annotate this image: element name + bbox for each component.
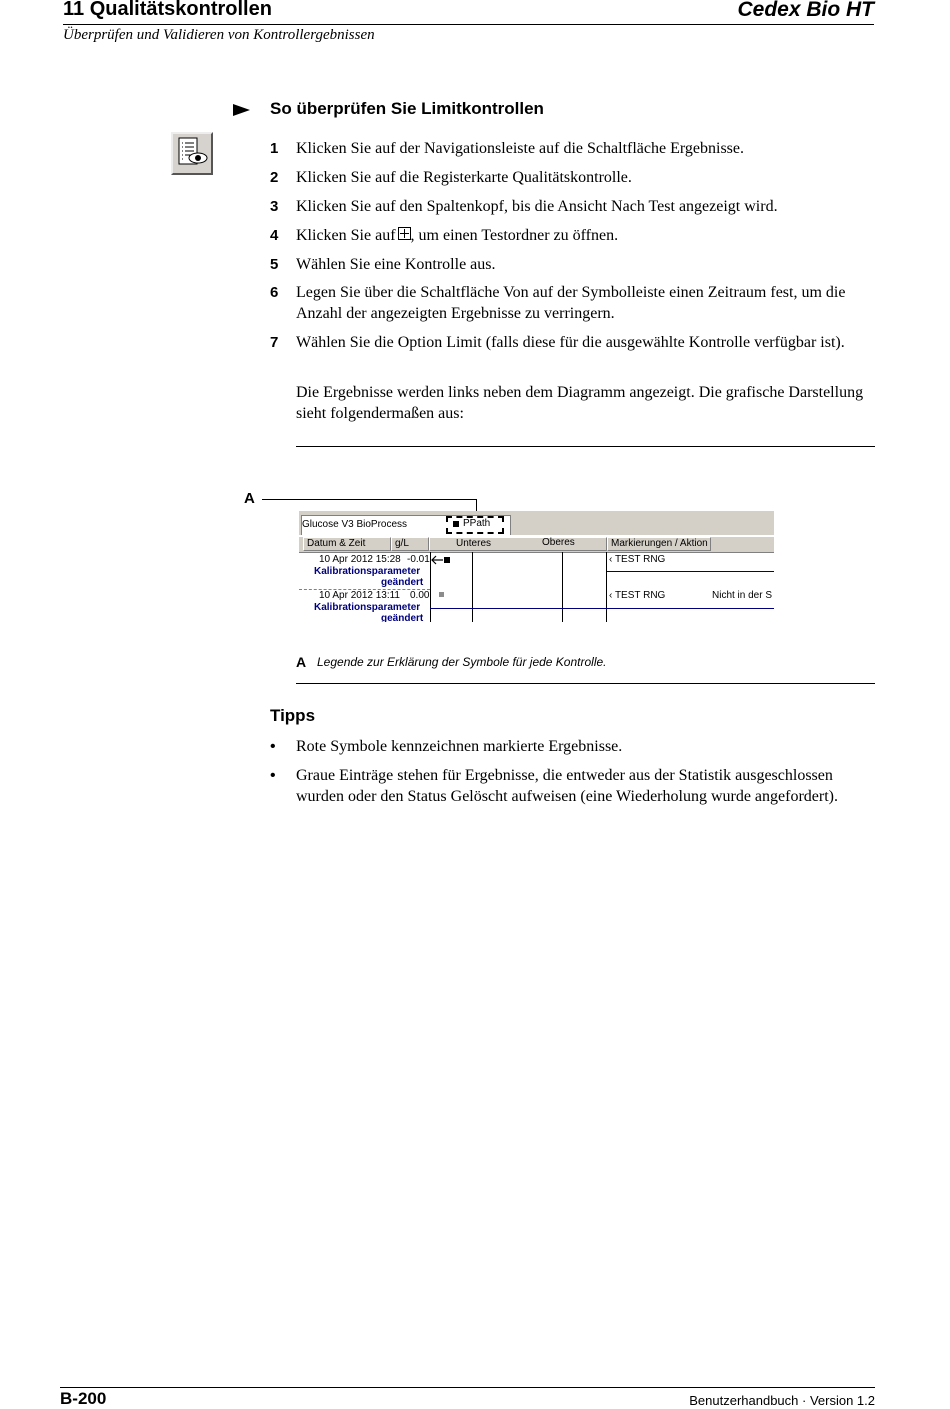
out-of-range-arrow-icon [431,555,451,565]
legend-label: PPath [463,518,491,529]
row-value: 0.00 [410,590,430,601]
section-subtitle: Überprüfen und Validieren von Kontrollergebnissen [63,27,375,43]
step-5 [270,254,870,275]
document-version: Benutzerhandbuch · Version 1.2 [689,1393,875,1408]
step-1 [270,138,870,159]
step-text: Klicken Sie auf der Navigationsleiste auf die Schaltfläche Ergebnisse. [296,140,744,157]
step-text: Klicken Sie auf die Registerkarte Qualitätskontrolle. [296,169,632,186]
step-result: Die Ergebnisse werden links neben dem Diagramm angezeigt. Die grafische Darstellung sieht folgendermaßen aus: [296,384,864,422]
col-header-flags: Markierungen / Aktion [607,537,711,551]
step-4 [270,225,870,246]
figure-caption: Legende zur Erklärung der Symbole für jede Kontrolle. [317,655,607,669]
bullet-icon: • [270,738,276,755]
bullet-icon: • [270,767,276,784]
step-number: 2 [270,169,279,186]
figure-label: A [244,490,255,507]
tip-text: Rote Symbole kennzeichnen markierte Ergebnisse. [296,738,623,755]
step-text: Klicken Sie auf den Spaltenkopf, bis die Ansicht Nach Test angezeigt wird. [296,198,778,215]
row-mark-text: TEST RNG [614,590,666,601]
figure-rule-top [296,446,875,447]
row-separator [430,608,774,609]
page-number: B-200 [60,1389,107,1408]
step-number: 7 [270,334,279,351]
row-separator [607,571,774,572]
row-value: -0.01 [407,554,430,565]
caption-label: A [296,654,307,670]
procedure-title: So überprüfen Sie Limitkontrollen [270,99,544,118]
step-number: 4 [270,227,279,244]
step-text-before: Klicken Sie auf [296,227,396,244]
tip-text: Graue Einträge stehen für Ergebnisse, die entweder aus der Statistik ausgeschlossen wurden oder den Status Gelöscht aufweisen (eine Wiederholung wurde angefordert). [296,767,838,805]
step-number: 3 [270,198,279,215]
row-note-line1: Kalibrationsparameter [314,566,421,577]
results-icon [171,132,213,175]
expand-plus-icon [398,227,411,240]
product-name: Cedex Bio HT [737,0,874,21]
procedure-arrow-icon [233,104,250,116]
step-3 [270,196,870,217]
col-header-upper: Oberes [542,537,575,548]
step-text: Wählen Sie eine Kontrolle aus. [296,256,496,273]
step-text-after: , um einen Testordner zu öffnen. [410,227,619,244]
result-gray-square-icon [439,592,444,597]
lower-limit-line [472,552,473,622]
row-mark: ‹ TEST RNG [609,590,666,601]
row-mark-text: TEST RNG [614,554,666,565]
step-6 [270,282,870,324]
row-date: 10 Apr 2012 15:28 [319,554,401,565]
legend-square-icon [453,521,459,527]
tips-title: Tipps [270,706,316,725]
figure-rule-bottom [296,683,875,684]
footer-rule [60,1387,875,1388]
header-rule [63,24,874,25]
tip-item [270,765,870,807]
chapter-title: 11 Qualitätskontrollen [63,0,272,20]
step-text [296,225,870,246]
row-mark: ‹ TEST RNG [609,554,666,565]
col-header-date: Datum & Zeit [303,537,391,551]
row-note-line1: Kalibrationsparameter [314,602,421,613]
step-text: Wählen Sie die Option Limit (falls diese für die ausgewählte Kontrolle verfügbar ist). [296,334,845,351]
step-7 [270,332,870,353]
row-note-line2: geändert [381,613,424,622]
screenshot-test-title: Glucose V3 BioProcess [302,519,408,530]
step-2 [270,167,870,188]
step-number: 1 [270,140,279,157]
upper-limit-line [562,552,563,622]
row-date: 10 Apr 2012 13:11 [319,590,400,601]
qc-screenshot [299,511,774,622]
row-status-note: Nicht in der S [712,590,773,601]
col-header-unit: g/L [391,537,429,551]
col-header-lower: Unteres [429,537,607,551]
chart-end-line [606,552,607,622]
row-note-line2: geändert [381,577,424,588]
step-number: 6 [270,284,279,301]
step-number: 5 [270,256,279,273]
tip-item [270,736,870,757]
step-text: Legen Sie über die Schaltfläche Von auf der Symbolleiste einen Zeitraum fest, um die Anzahl der angezeigten Ergebnisse zu verringern. [296,284,846,322]
